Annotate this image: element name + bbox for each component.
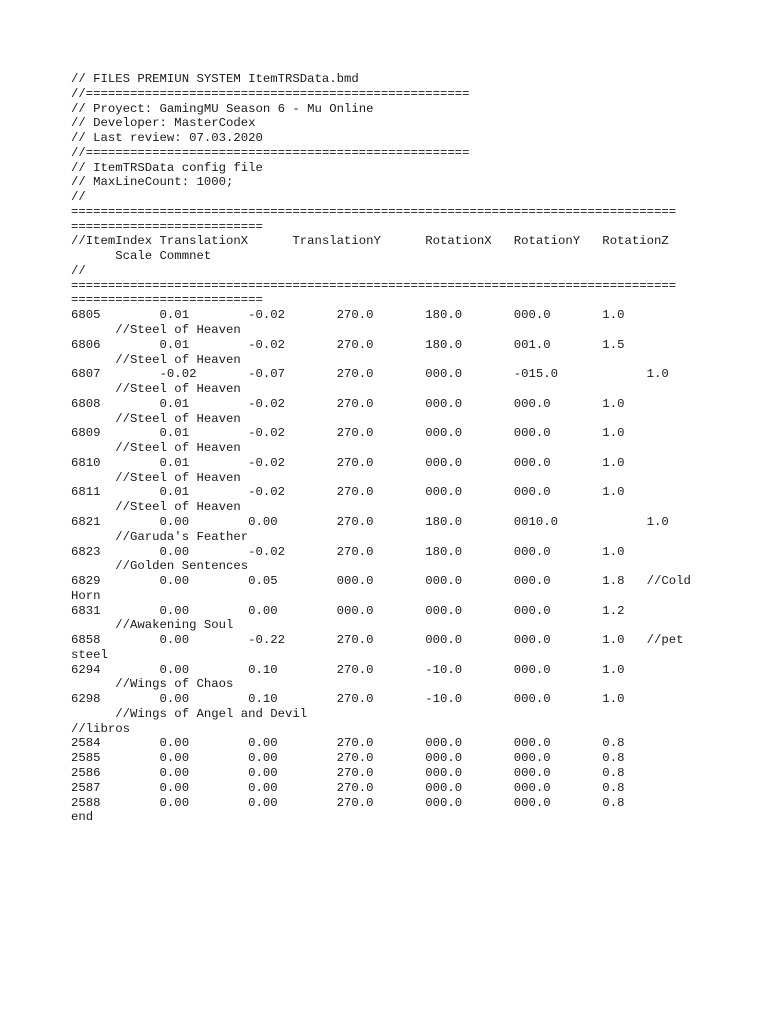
text-line: 2587 0.00 0.00 270.0 000.0 000.0 0.8 — [71, 780, 625, 795]
text-line: // Last review: 07.03.2020 — [71, 131, 263, 146]
text-line: //Wings of Chaos — [71, 677, 234, 692]
text-line: 6805 0.01 -0.02 270.0 180.0 000.0 1.0 — [71, 308, 625, 323]
text-line: 6831 0.00 0.00 000.0 000.0 000.0 1.2 — [71, 603, 625, 618]
text-line: ========================== — [71, 293, 263, 308]
text-line: 6808 0.01 -0.02 270.0 000.0 000.0 1.0 — [71, 396, 625, 411]
text-line: 2585 0.00 0.00 270.0 000.0 000.0 0.8 — [71, 751, 625, 766]
text-line: // — [71, 190, 86, 205]
config-file-text — [71, 72, 701, 825]
text-line: Scale Commnet — [71, 249, 212, 264]
text-line: ========================== — [71, 219, 263, 234]
text-line: 2584 0.00 0.00 270.0 000.0 000.0 0.8 — [71, 736, 625, 751]
text-line: // Developer: MasterCodex — [71, 116, 256, 131]
text-line: //Steel of Heaven — [71, 352, 241, 367]
text-line: // — [71, 263, 86, 278]
text-line: //ItemIndex TranslationX TranslationY RotationX RotationY RotationZ — [71, 234, 669, 249]
text-line: Horn — [71, 588, 101, 603]
text-line: 6809 0.01 -0.02 270.0 000.0 000.0 1.0 — [71, 426, 625, 441]
text-line: steel — [71, 647, 108, 662]
text-line: 6806 0.01 -0.02 270.0 180.0 001.0 1.5 — [71, 337, 625, 352]
text-line: //Steel of Heaven — [71, 500, 241, 515]
text-line: 6823 0.00 -0.02 270.0 180.0 000.0 1.0 — [71, 544, 625, 559]
text-line: 2586 0.00 0.00 270.0 000.0 000.0 0.8 — [71, 765, 625, 780]
text-line: //Garuda's Feather — [71, 529, 249, 544]
text-line: //==================================================== — [71, 145, 470, 160]
text-line: end — [71, 810, 94, 825]
text-line: 6821 0.00 0.00 270.0 180.0 0010.0 1.0 — [71, 514, 669, 529]
text-line: 6810 0.01 -0.02 270.0 000.0 000.0 1.0 — [71, 455, 625, 470]
text-line: 6298 0.00 0.10 270.0 -10.0 000.0 1.0 — [71, 692, 625, 707]
text-line: // ItemTRSData config file — [71, 160, 263, 175]
text-line: ================================================================================== — [71, 278, 677, 293]
text-line: ================================================================================== — [71, 204, 677, 219]
text-line: 2588 0.00 0.00 270.0 000.0 000.0 0.8 — [71, 795, 625, 810]
text-line: 6829 0.00 0.05 000.0 000.0 000.0 1.8 //Cold — [71, 574, 691, 589]
text-line: //Awakening Soul — [71, 618, 234, 633]
text-line: 6294 0.00 0.10 270.0 -10.0 000.0 1.0 — [71, 662, 625, 677]
text-line: // MaxLineCount: 1000; — [71, 175, 234, 190]
text-line: // FILES PREMIUN SYSTEM ItemTRSData.bmd — [71, 72, 359, 86]
text-line: //Steel of Heaven — [71, 470, 241, 485]
text-line: 6807 -0.02 -0.07 270.0 000.0 -015.0 1.0 — [71, 367, 669, 382]
text-line: //==================================================== — [71, 86, 470, 101]
text-line: //Steel of Heaven — [71, 441, 241, 456]
text-line: 6811 0.01 -0.02 270.0 000.0 000.0 1.0 — [71, 485, 625, 500]
text-line: // Proyect: GamingMU Season 6 - Mu Online — [71, 101, 374, 116]
text-line: //Steel of Heaven — [71, 411, 241, 426]
text-line: //Wings of Angel and Devil — [71, 706, 308, 721]
text-line: //Steel of Heaven — [71, 323, 241, 338]
text-line: //libros — [71, 721, 131, 736]
text-line: //Golden Sentences — [71, 559, 249, 574]
text-line: 6858 0.00 -0.22 270.0 000.0 000.0 1.0 //pet — [71, 633, 684, 648]
text-line: //Steel of Heaven — [71, 382, 241, 397]
